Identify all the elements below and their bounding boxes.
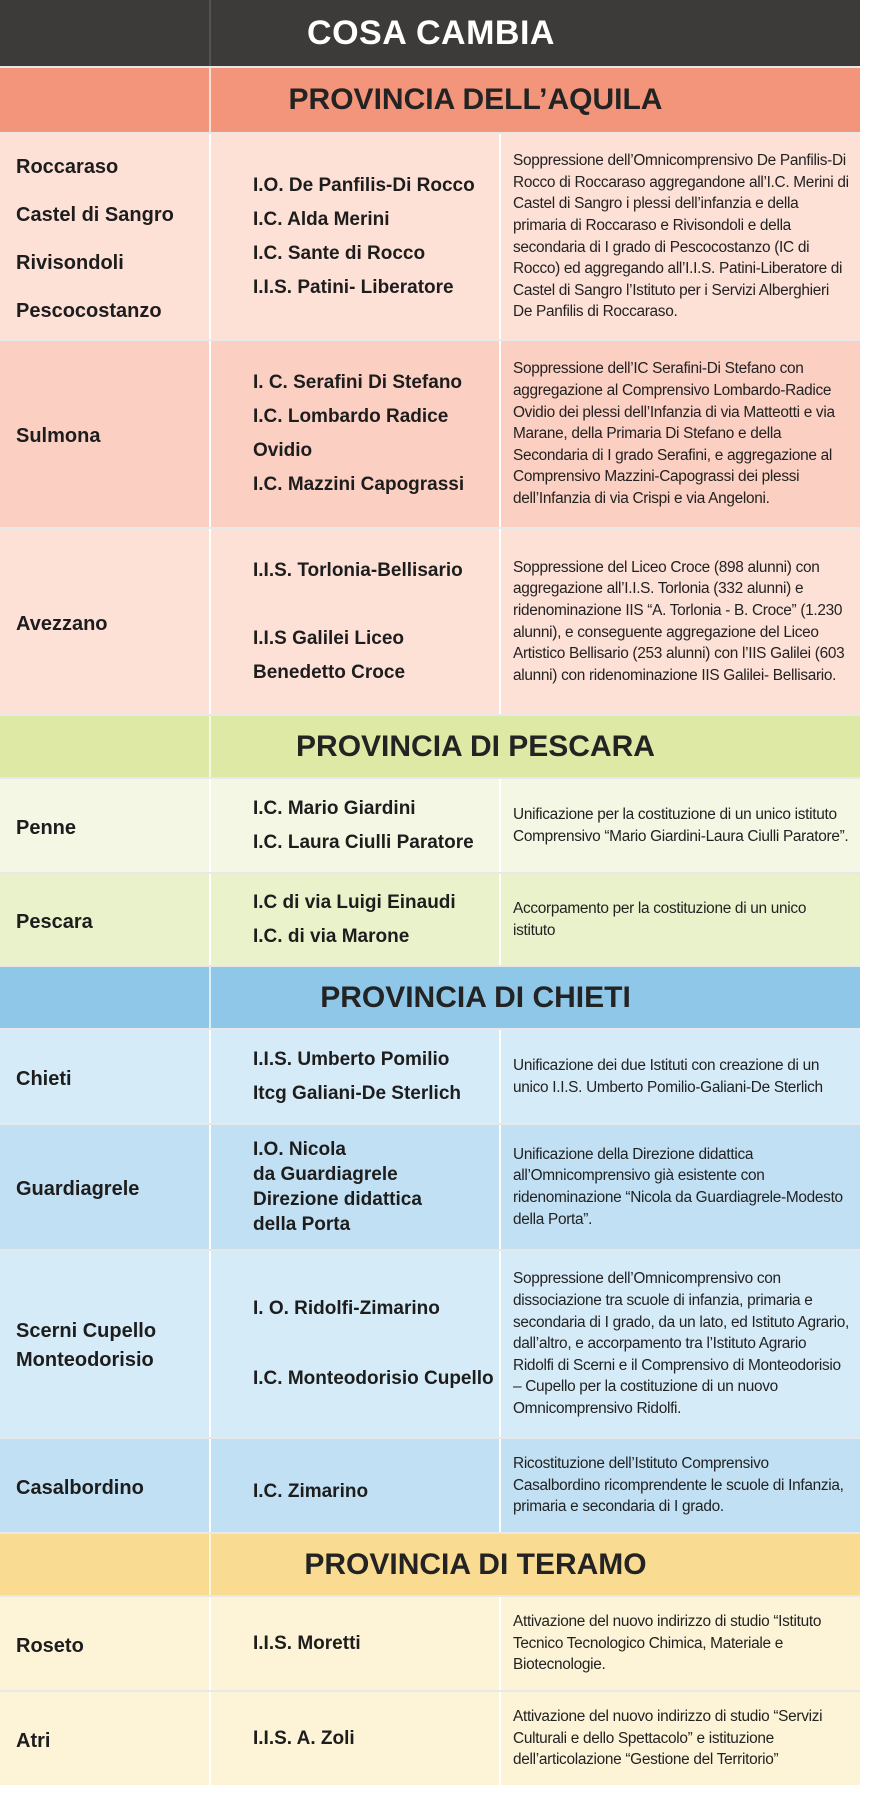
description-cell: Accorpamento per la costituzione di un unico istituto: [499, 874, 860, 965]
town-cell: Chieti: [16, 1067, 72, 1090]
table-row: [0, 779, 860, 874]
section-title: PROVINCIA DI CHIETI: [209, 967, 860, 1028]
schools-cell: I. O. Ridolfi-Zimarino I.C. Monteodorisio Cupello: [209, 1251, 499, 1437]
town-cell: Guardiagrele: [16, 1178, 140, 1200]
section-title: PROVINCIA DI TERAMO: [209, 1534, 860, 1595]
description-cell: Attivazione del nuovo indirizzo di studio “Servizi Culturali e dello Spettacolo” e istituzione dell’articolazione “Gestione del Territorio”: [499, 1692, 860, 1785]
page-title: COSA CAMBIA: [209, 0, 860, 66]
schools-cell: I.I.S. Torlonia-Bellisario I.I.S Galilei Liceo Benedetto Croce: [209, 529, 499, 714]
description-cell: Soppressione dell’Omnicomprensivo con dissociazione tra scuole di infanzia, primaria e secondaria di I grado, da un lato, ed Istituto Agrario, dall’altro, e accorpamento tra l’Istituto Agrario Ridolfi di Scerni e il Comprensivo di Monteodorisio – Cupello per la costituzione di un nuovo Omnicomprensivo Ridolfi.: [499, 1251, 860, 1437]
schools-cell: I.O. De Panfilis-Di Rocco I.C. Alda Merini I.C. Sante di Rocco I.I.S. Patini- Liberatore: [209, 134, 499, 339]
town-cell: Penne: [16, 816, 77, 839]
schools-cell: I.I.S. Moretti: [209, 1597, 499, 1690]
schools-cell: I. C. Serafini Di Stefano I.C. Lombardo Radice Ovidio I.C. Mazzini Capograssi: [209, 341, 499, 527]
description-cell: Soppressione dell’Omnicomprensivo De Panfilis-Di Rocco di Roccaraso aggregandone all’I.C. Merini di Castel di Sangro i plessi dell’infanzia e della primaria di Roccaraso e Rivisondoli e della secondaria di I grado di Pescocostanzo (IC di Rocco) ed aggregando all’I.I.S. Patini-Liberatore di Castel di Sangro l’Istituto per i Servizi Alberghieri De Panfilis di Roccaraso.: [499, 134, 860, 339]
description-cell: Soppressione del Liceo Croce (898 alunni) con aggregazione all’I.I.S. Torlonia (332 alunni) e ridenominazione IIS “A. Torlonia - B. Croce” (1.230 alunni), e conseguente aggregazione del Liceo Artistico Bellisario (253 alunni) con l’IIS Galilei (603 alunni) con ridenominazione IIS Galilei- Bellisario.: [499, 529, 860, 714]
schools-cell: I.C. Zimarino: [209, 1439, 499, 1532]
description-cell: Ricostituzione dell’Istituto Comprensivo Casalbordino ricomprendente le scuole di Infanzia, primaria e secondaria di I grado.: [499, 1439, 860, 1532]
schools-cell: I.I.S. A. Zoli: [209, 1692, 499, 1785]
town-cell: Pescara: [16, 910, 93, 933]
section-title: PROVINCIA DI PESCARA: [209, 716, 860, 777]
schools-cell: I.O. Nicola da Guardiagrele Direzione didattica della Porta: [209, 1125, 499, 1249]
section-title: PROVINCIA DELL’AQUILA: [209, 68, 860, 132]
table-row: [0, 341, 860, 529]
description-cell: Unificazione per la costituzione di un unico istituto Comprensivo “Mario Giardini-Laura Ciulli Paratore”.: [499, 779, 860, 872]
description-cell: Unificazione dei due Istituti con creazione di un unico I.I.S. Umberto Pomilio-Galiani-De Sterlich: [499, 1030, 860, 1123]
description-cell: Attivazione del nuovo indirizzo di studio “Istituto Tecnico Tecnologico Chimica, Materiale e Biotecnologie.: [499, 1597, 860, 1690]
town-cell: Scerni Cupello Monteodorisio: [16, 1320, 157, 1371]
table-row: [0, 134, 860, 341]
town-cell: Sulmona: [16, 425, 101, 447]
title-spacer: [0, 0, 209, 66]
town-cell: Casalbordino: [16, 1476, 144, 1499]
section-header-aquila: [0, 68, 860, 134]
town-cell: Roccaraso Castel di Sangro Rivisondoli Pescocostanzo: [16, 155, 174, 322]
table-row: [0, 1597, 860, 1692]
table-row: [0, 529, 860, 716]
town-cell: Atri: [16, 1729, 51, 1752]
table-row: [0, 1125, 860, 1251]
table-row: [0, 874, 860, 967]
section-header-chieti: [0, 967, 860, 1030]
schools-cell: I.I.S. Umberto Pomilio Itcg Galiani-De Sterlich: [209, 1030, 499, 1123]
description-cell: Soppressione dell’IC Serafini-Di Stefano con aggregazione al Comprensivo Lombardo-Radice Ovidio dei plessi dell’Infanzia di via Matteotti e via Marane, della Primaria Di Stefano e della Secondaria di I grado Serafini, e aggregazione al Comprensivo Mazzini-Capograssi dei plessi dell’Infanzia di via Crispi e via Angeloni.: [499, 341, 860, 527]
section-header-teramo: [0, 1534, 860, 1597]
town-cell: Roseto: [16, 1634, 84, 1657]
table-row: [0, 1251, 860, 1439]
table-row: [0, 1692, 860, 1785]
table-row: [0, 1439, 860, 1534]
title-bar: [0, 0, 860, 68]
schools-cell: I.C. Mario Giardini I.C. Laura Ciulli Paratore: [209, 779, 499, 872]
section-header-pescara: [0, 716, 860, 779]
schools-cell: I.C di via Luigi Einaudi I.C. di via Marone: [209, 874, 499, 965]
description-cell: Unificazione della Direzione didattica all’Omnicomprensivo già esistente con ridenominazione “Nicola da Guardiagrele-Modesto della Porta”.: [499, 1125, 860, 1249]
table-row: [0, 1030, 860, 1125]
town-cell: Avezzano: [16, 612, 108, 635]
